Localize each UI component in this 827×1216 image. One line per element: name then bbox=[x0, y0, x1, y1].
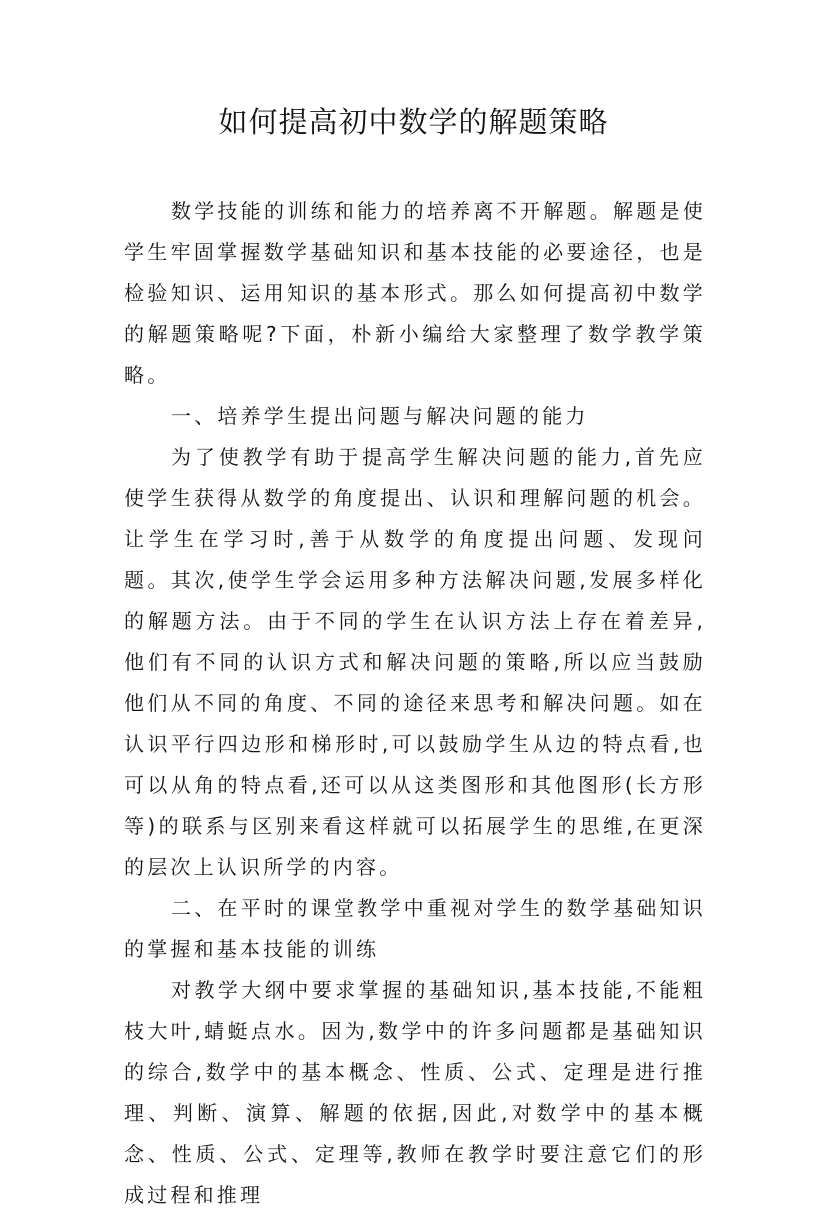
paragraph-section-2: 对教学大纲中要求掌握的基础知识,基本技能,不能粗枝大叶,蜻蜓点水。因为,数学中的许多问题都是基础知识的综合,数学中的基本概念、性质、公式、定理是进行推理、判断、演算、解题的依据,因此,对数学中的基本概念、性质、公式、定理等,教师在教学时要注意它们的形成过程和推理 bbox=[124, 978, 706, 1207]
section-heading-1: 一、培养学生提出问题与解决问题的能力 bbox=[171, 404, 589, 428]
document-body bbox=[124, 191, 706, 1216]
section-heading-2: 二、在平时的课堂教学中重视对学生的数学基础知识的掌握和基本技能的训练 bbox=[124, 896, 706, 961]
paragraph-intro: 数学技能的训练和能力的培养离不开解题。解题是使学生牢固掌握数学基础知识和基本技能的必要途径，也是检验知识、运用知识的基本形式。那么如何提高初中数学的解题策略呢?下面，朴新小编给大家整理了数学教学策略。 bbox=[124, 199, 706, 387]
document-title: 如何提高初中数学的解题策略 bbox=[218, 105, 609, 139]
paragraph-section-1: 为了使教学有助于提高学生解决问题的能力,首先应使学生获得从数学的角度提出、认识和理解问题的机会。让学生在学习时,善于从数学的角度提出问题、发现问题。其次,使学生学会运用多种方法解决问题,发展多样化的解题方法。由于不同的学生在认识方法上存在着差异,他们有不同的认识方式和解决问题的策略,所以应当鼓励他们从不同的角度、不同的途径来思考和解决问题。如在认识平行四边形和梯形时,可以鼓励学生从边的特点看,也可以从角的特点看,还可以从这类图形和其他图形(长方形等)的联系与区别来看这样就可以拓展学生的思维,在更深的层次上认识所学的内容。 bbox=[124, 445, 706, 879]
